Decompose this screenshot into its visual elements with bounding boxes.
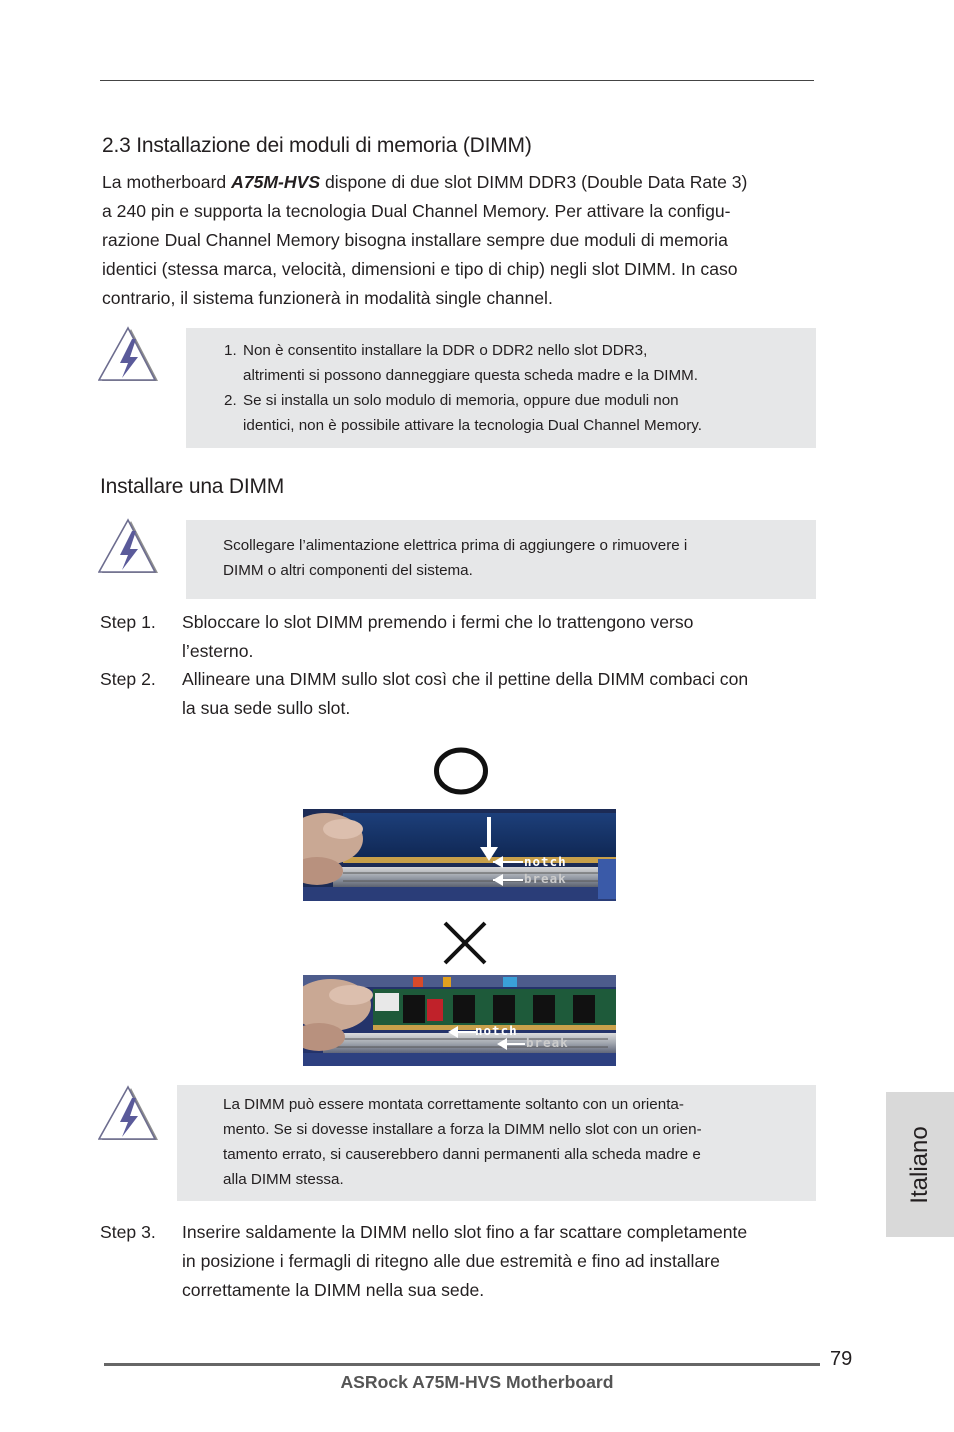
- break-arrow-head: [493, 874, 503, 886]
- note-item-text: Non è consentito installare la DDR o DDR2 nello slot DDR3,: [243, 342, 648, 359]
- intro-line: razione Dual Channel Memory bisogna installare sempre due moduli di memoria: [102, 230, 728, 250]
- footer-title: ASRock A75M-HVS Motherboard: [340, 1372, 614, 1392]
- dimm-correct-photo: [303, 809, 616, 901]
- notch-label: notch: [475, 1023, 518, 1038]
- language-label: Italiano: [906, 1125, 933, 1204]
- intro-paragraph: [102, 168, 814, 313]
- note-line: alla DIMM stessa.: [223, 1171, 344, 1188]
- warning-text: [223, 533, 803, 583]
- step-text: la sua sede sullo slot.: [182, 698, 351, 718]
- intro-line: identici (stessa marca, velocità, dimensioni e tipo di chip) negli slot DIMM. In caso: [102, 259, 738, 279]
- step-text: Inserire saldamente la DIMM nello slot fino a far scattare completamente: [182, 1222, 748, 1242]
- step-label: Step 1.: [100, 612, 156, 632]
- incorrect-cross-icon: [442, 920, 488, 966]
- step-label: Step 3.: [100, 1222, 156, 1242]
- note-line: tamento errato, si causerebbero danni permanenti alla scheda madre e: [223, 1146, 701, 1163]
- note-item-text: altrimenti si possono danneggiare questa scheda madre e la DIMM.: [243, 367, 699, 384]
- note-line: La DIMM può essere montata correttamente soltanto con un orienta-: [223, 1096, 684, 1113]
- section-title: 2.3 Installazione dei moduli di memoria (DIMM): [102, 134, 532, 157]
- note-item-text: Se si installa un solo modulo di memoria, oppure due moduli non: [243, 392, 679, 409]
- page-number: 79: [830, 1348, 853, 1370]
- note-item-number: 2.: [224, 392, 237, 409]
- dimm-incorrect-photo: [303, 975, 616, 1066]
- step-text: Sbloccare lo slot DIMM premendo i fermi che lo trattengono verso: [182, 612, 694, 632]
- warning-icon: [98, 1085, 160, 1143]
- intro-model: A75M-HVS: [231, 172, 321, 192]
- warning-icon: [98, 326, 160, 384]
- step-label: Step 2.: [100, 669, 156, 689]
- step-3: [100, 1218, 812, 1305]
- dimm-correct-illustration: [303, 809, 616, 901]
- top-rule: [100, 80, 814, 81]
- step-2: [100, 665, 812, 723]
- dimm-incorrect-illustration: [303, 975, 616, 1066]
- break-label: break: [524, 871, 567, 886]
- step-1: [100, 608, 812, 666]
- break-label: break: [526, 1035, 569, 1050]
- step-text: correttamente la DIMM nella sua sede.: [182, 1280, 485, 1300]
- step-text: Allineare una DIMM sullo slot così che il pettine della DIMM combaci con: [182, 669, 749, 689]
- language-tab: [886, 1092, 954, 1237]
- correct-circle-icon: [432, 745, 490, 797]
- intro-line: a 240 pin e supporta la tecnologia Dual Channel Memory. Per attivare la configu-: [102, 201, 731, 221]
- note-line: mento. Se si dovesse installare a forza la DIMM nello slot con un orien-: [223, 1121, 702, 1138]
- warning-line: Scollegare l’alimentazione elettrica prima di aggiungere o rimuovere i: [223, 537, 688, 554]
- note-item-number: 1.: [224, 342, 237, 359]
- notch-label: notch: [524, 854, 567, 869]
- intro-line: contrario, il sistema funzionerà in modalità single channel.: [102, 288, 553, 308]
- warning-line: DIMM o altri componenti del sistema.: [223, 562, 473, 579]
- break-arrow-head: [497, 1038, 507, 1050]
- orientation-note: [223, 1092, 803, 1192]
- footer-rule: [104, 1363, 820, 1366]
- intro-prefix: La motherboard: [102, 172, 232, 192]
- subsection-title: Installare una DIMM: [100, 475, 285, 498]
- note-list: [224, 338, 804, 438]
- notch-arrow-head: [493, 856, 503, 868]
- step-text: l’esterno.: [182, 641, 254, 661]
- intro-rest: dispone di due slot DIMM DDR3 (Double Data Rate 3): [320, 172, 748, 192]
- warning-icon: [98, 518, 160, 576]
- note-item-text: identici, non è possibile attivare la tecnologia Dual Channel Memory.: [243, 417, 702, 434]
- notch-arrow-head: [448, 1026, 458, 1038]
- step-text: in posizione i fermagli di ritegno alle due estremità e fino ad installare: [182, 1251, 720, 1271]
